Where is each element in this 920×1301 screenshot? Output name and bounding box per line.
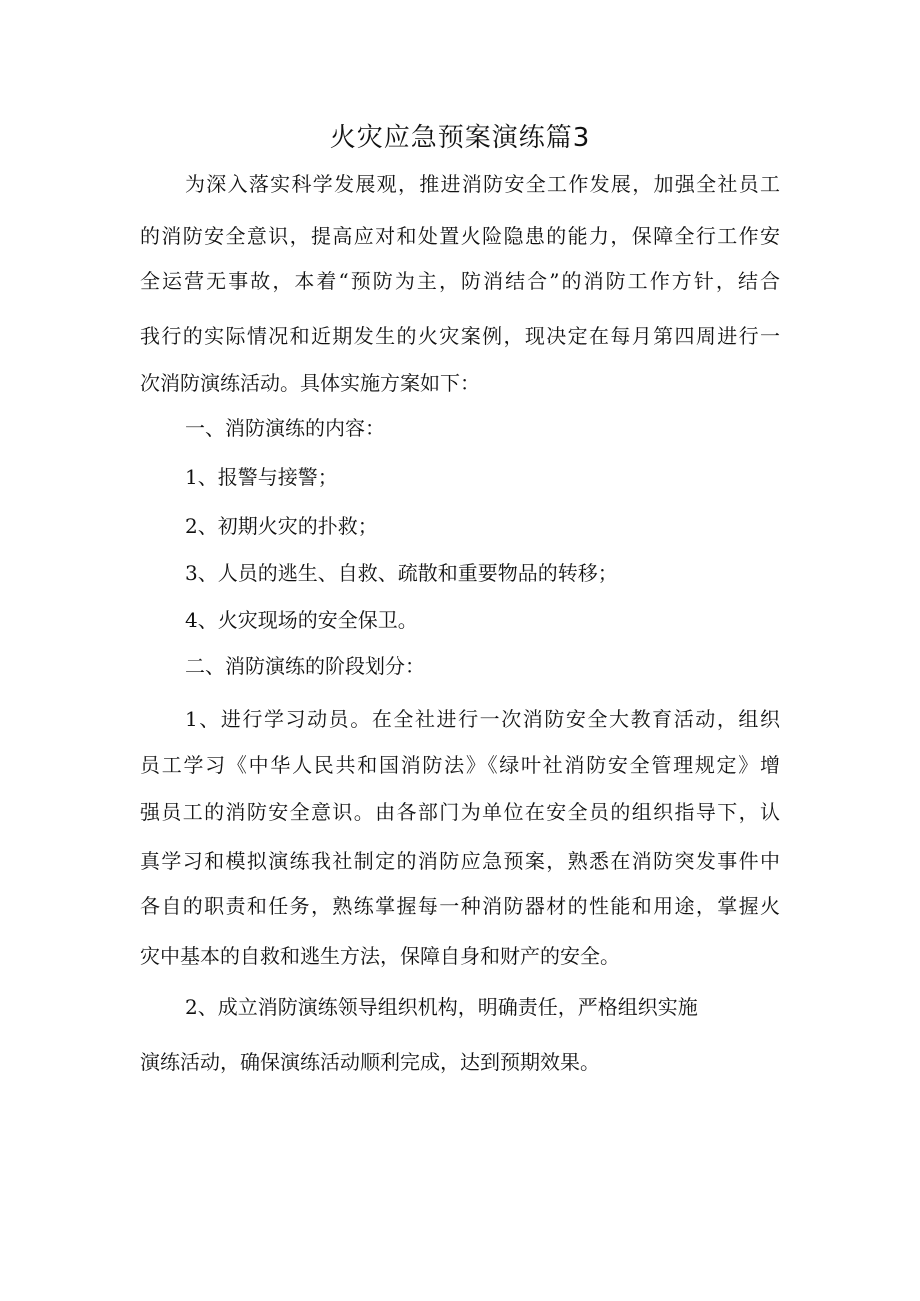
paragraph-line: 次消防演练活动。具体实施方案如下：: [140, 371, 480, 395]
paragraph-line: 的消防安全意识，提高应对和处置火险隐患的能力，保障全行工作安: [140, 224, 780, 248]
section-heading: 二、消防演练的阶段划分：: [185, 654, 425, 678]
paragraph-line: 为深入落实科学发展观，推进消防安全工作发展，加强全社员工: [185, 172, 780, 196]
list-item: 3、人员的逃生、自救、疏散和重要物品的转移；: [185, 561, 618, 585]
list-item: 1、报警与接警；: [185, 465, 338, 489]
paragraph-line: 全运营无事故，本着“预防为主，防消结合”的消防工作方针，结合: [140, 269, 780, 293]
paragraph-line: 1、进行学习动员。在全社进行一次消防安全大教育活动，组织: [185, 707, 780, 731]
paragraph-line: 我行的实际情况和近期发生的火灾案例，现决定在每月第四周进行一: [140, 324, 780, 348]
paragraph-line: 真学习和模拟演练我社制定的消防应急预案，熟悉在消防突发事件中: [140, 849, 780, 873]
paragraph-line: 演练活动，确保演练活动顺利完成，达到预期效果。: [140, 1050, 600, 1074]
section-heading: 一、消防演练的内容：: [185, 416, 385, 440]
paragraph-line: 各自的职责和任务，熟练掌握每一种消防器材的性能和用途，掌握火: [140, 894, 780, 918]
list-item: 2、初期火灾的扑救；: [185, 514, 378, 538]
paragraph-line: 员工学习《中华人民共和国消防法》《绿叶社消防安全管理规定》增: [140, 753, 780, 777]
list-item: 4、火灾现场的安全保卫。: [185, 608, 418, 632]
paragraph-line: 2、成立消防演练领导组织机构，明确责任，严格组织实施: [185, 995, 698, 1019]
paragraph-line: 强员工的消防安全意识。由各部门为单位在安全员的组织指导下，认: [140, 800, 780, 824]
paragraph-line: 灾中基本的自救和逃生方法，保障自身和财产的安全。: [140, 944, 620, 968]
document-title: 火灾应急预案演练篇3: [329, 123, 591, 153]
